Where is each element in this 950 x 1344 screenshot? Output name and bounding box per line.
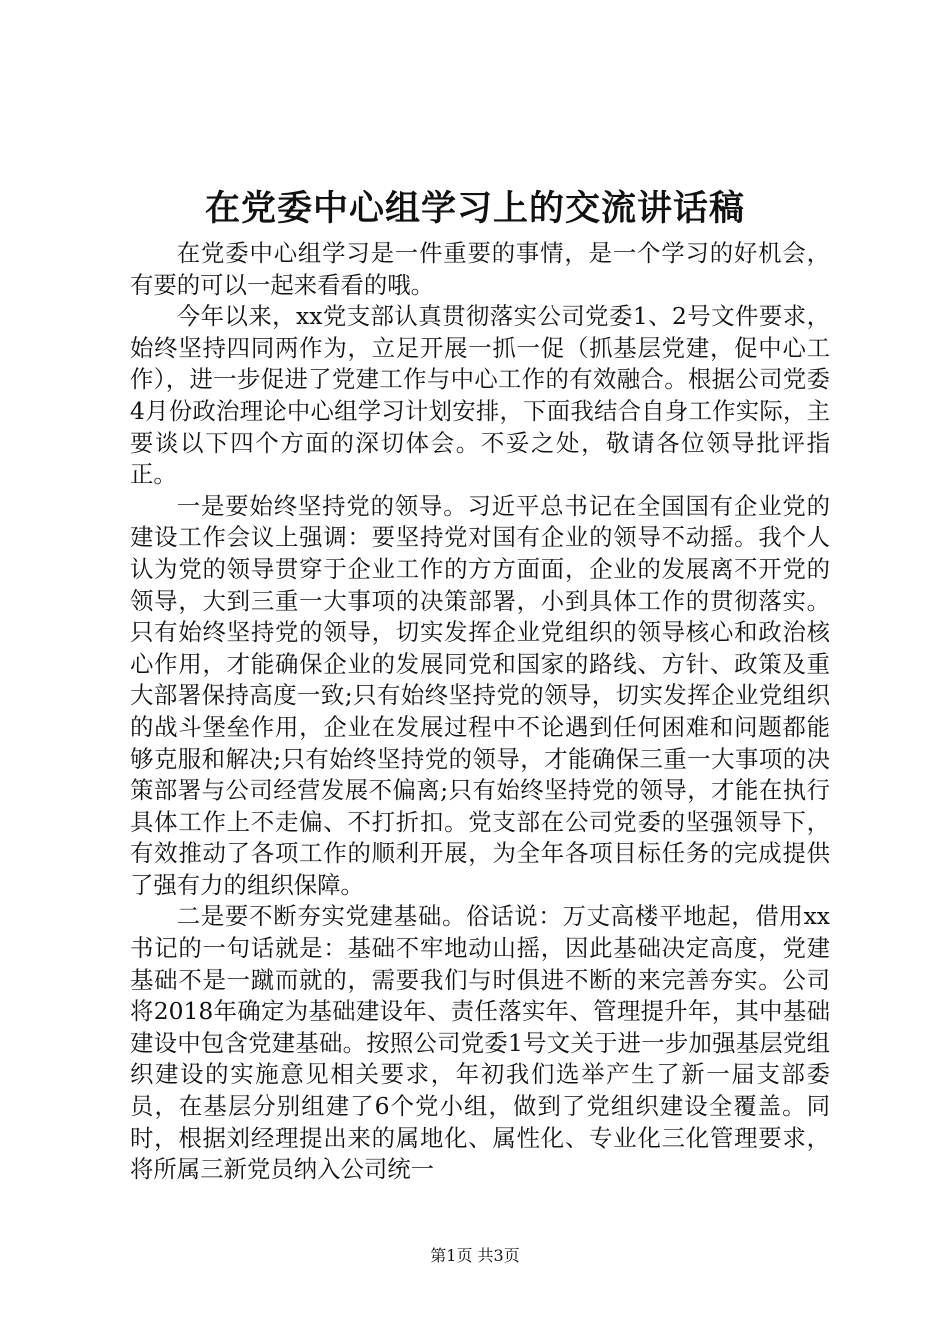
document-title: 在党委中心组学习上的交流讲话稿 [204,188,745,229]
paragraph-intro: 在党委中心组学习是一件重要的事情，是一个学习的好机会，有要的可以一起来看看的哦。 [130,239,830,299]
document-body [130,238,830,1186]
paragraph-point-two: 二是要不断夯实党建基础。俗话说：万丈高楼平地起，借用xx书记的一句话就是：基础不牢地动山摇，因此基础决定高度，党建基础不是一蹴而就的，需要我们与时俱进不断的来完善夯实。公司将2018年确定为基础建设年、责任落实年、管理提升年，其中基础建设中包含党建基础。按照公司党委1号文关于进一步加强基层党组织建设的实施意见相关要求，年初我们选举产生了新一届支部委员，在基层分别组建了6个党小组，做到了党组织建设全覆盖。同时，根据刘经理提出来的属地化、属性化、专业化三化管理要求，将所属三新党员纳入公司统一 [130,902,830,1184]
paragraph-point-one: 一是要始终坚持党的领导。习近平总书记在全国国有企业党的建设工作会议上强调：要坚持党对国有企业的领导不动摇。我个人认为党的领导贯穿于企业工作的方方面面，企业的发展离不开党的领导，大到三重一大事项的决策部署，小到具体工作的贯彻落实。只有始终坚持党的领导，切实发挥企业党组织的领导核心和政治核心作用，才能确保企业的发展同党和国家的路线、方针、政策及重大部署保持高度一致;只有始终坚持党的领导，切实发挥企业党组织的战斗堡垒作用，企业在发展过程中不论遇到任何困难和问题都能够克服和解决;只有始终坚持党的领导，才能确保三重一大事项的决策部署与公司经营发展不偏离;只有始终坚持党的领导，才能在执行具体工作上不走偏、不打折扣。党支部在公司党委的坚强领导下，有效推动了各项工作的顺利开展，为全年各项目标任务的完成提供了强有力的组织保障。 [130,491,830,899]
paragraph-overview: 今年以来，xx党支部认真贯彻落实公司党委1、2号文件要求，始终坚持四同两作为，立足开展一抓一促（抓基层党建，促中心工作），进一步促进了党建工作与中心工作的有效融合。根据公司党委4月份政治理论中心组学习计划安排，下面我结合自身工作实际，主要谈以下四个方面的深切体会。不妥之处，敬请各位领导批评指正。 [130,302,830,489]
page-number-footer: 第1页 共3页 [430,1246,520,1265]
